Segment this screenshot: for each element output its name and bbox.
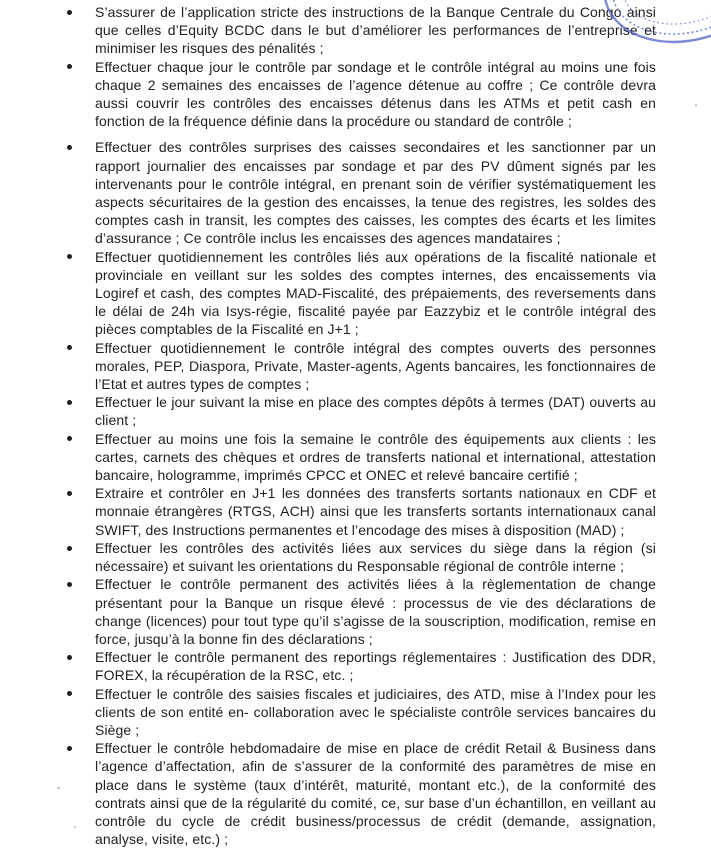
- list-item: [95, 3, 656, 58]
- list-item-text: Extraire et contrôler en J+1 les données des transferts sortants nationaux en CDF et monnaie étrangères (RTGS, ACH) ainsi que les transferts sortants internationaux canal SWIFT, des Instructions permanentes et l’encodage des mises à disposition (MAD) ;: [95, 485, 656, 538]
- list-item-text: Effectuer les contrôles des activités liées aux services du siège dans la région (si nécessaire) et suivant les orientations du Responsable régional de contrôle interne ;: [95, 539, 656, 575]
- scan-speck: [74, 826, 76, 828]
- list-item: [95, 248, 656, 339]
- list-item: [95, 138, 656, 247]
- list-item-text: Effectuer quotidiennement le contrôle intégral des comptes ouverts des personnes morales, PEP, Diaspora, Private, Master-agents, Agents bancaires, les fonctionnaires de l’Etat et autres types de comptes ;: [95, 339, 656, 393]
- list-item-text: Effectuer le jour suivant la mise en place des comptes dépôts à termes (DAT) ouverts au client ;: [95, 394, 656, 429]
- list-item-text: Effectuer le contrôle hebdomadaire de mise en place de crédit Retail & Business dans l’agence d’affectation, afin de s’assurer de la conformité des paramètres de mise en place dans le système (taux d’intérêt, maturité, montant etc.), de la conformité des contrats ainsi que de la régularité du comité, ce, sur base d’un échantillon, en veillant au contrôle du cycle de crédit business/processus de crédit (demande, assignation, analyse, visite, etc.) ;: [95, 740, 656, 848]
- list-item-text: S’assurer de l’application stricte des instructions de la Banque Centrale du Congo ainsi que celles d’Equity BCDC dans le but d’améliorer les performances de l’entreprise et minimiser les risques des pénalités ;: [95, 4, 656, 57]
- list-item: [95, 575, 656, 648]
- scan-speck: [57, 787, 60, 789]
- list-item-text: Effectuer au moins une fois la semaine le contrôle des équipements aux clients : les cartes, carnets des chèques et ordres de transferts national et international, attestation bancaire, hologramme, imprimés CPCC et ONEC et relevé bancaire certifié ;: [95, 430, 656, 484]
- list-item: [95, 739, 656, 848]
- list-item-text: Effectuer le contrôle permanent des activités liées à la règlementation de change présentant pour la Banque un risque élevé : processus de vie des déclarations de change (licences) pour tout type qu’il s’agisse de la souscription, modification, remise en force, jusqu’à la bonne fin des déclarations ;: [95, 576, 656, 647]
- list-item: [95, 58, 656, 131]
- list-item: [95, 393, 656, 429]
- list-item: [95, 648, 656, 684]
- list-item-text: Effectuer le contrôle des saisies fiscales et judiciaires, des ATD, mise à l’Index pour les clients de son entité en- collaboration avec le spécialiste contrôle services bancaires du Siège ;: [95, 685, 656, 738]
- list-item-text: Effectuer des contrôles surprises des caisses secondaires et les sanctionner par un rapport journalier des encaisses par sondage et par des PV dûment signés par les intervenants pour le contrôle intégral, en prenant soin de vérifier systématiquement les aspects sécuritaires de la gestion des encaisses, la tenue des registres, les soldes des comptes cash in transit, les comptes des caisses, les comptes des écarts et les limites d’assurance ; Ce contrôle inclus les encaisses des agences mandataires ;: [95, 139, 656, 247]
- list-item-text: Effectuer le contrôle permanent des reportings réglementaires : Justification des DDR, FOREX, la récupération de la RSC, etc. ;: [95, 649, 656, 684]
- list-item: [95, 685, 656, 740]
- list-item-text: Effectuer quotidiennement les contrôles liés aux opérations de la fiscalité nationale et provinciale en veillant sur les soldes des comptes internes, des encaissements via Logiref et cash, des comptes MAD-Fiscalité, des prépaiements, des reversements dans le délai de 24h via Isys-régie, fiscalité payée par Eazzybiz et le contrôle intégral des pièces comptables de la Fiscalité en J+1 ;: [95, 248, 656, 338]
- list-item: [95, 539, 656, 575]
- scan-speck: [695, 104, 697, 107]
- list-item-text: Effectuer chaque jour le contrôle par sondage et le contrôle intégral au moins une fois chaque 2 semaines des encaisses de l’agence détenue au coffre ; Ce contrôle devra aussi couvrir les contrôles des encaisses détenus dans les ATMs et petit cash en fonction de la fréquence définie dans la procédure ou standard de contrôle ;: [95, 58, 656, 130]
- list-item: [95, 430, 656, 485]
- list-item: [95, 339, 656, 394]
- list-item: [95, 484, 656, 539]
